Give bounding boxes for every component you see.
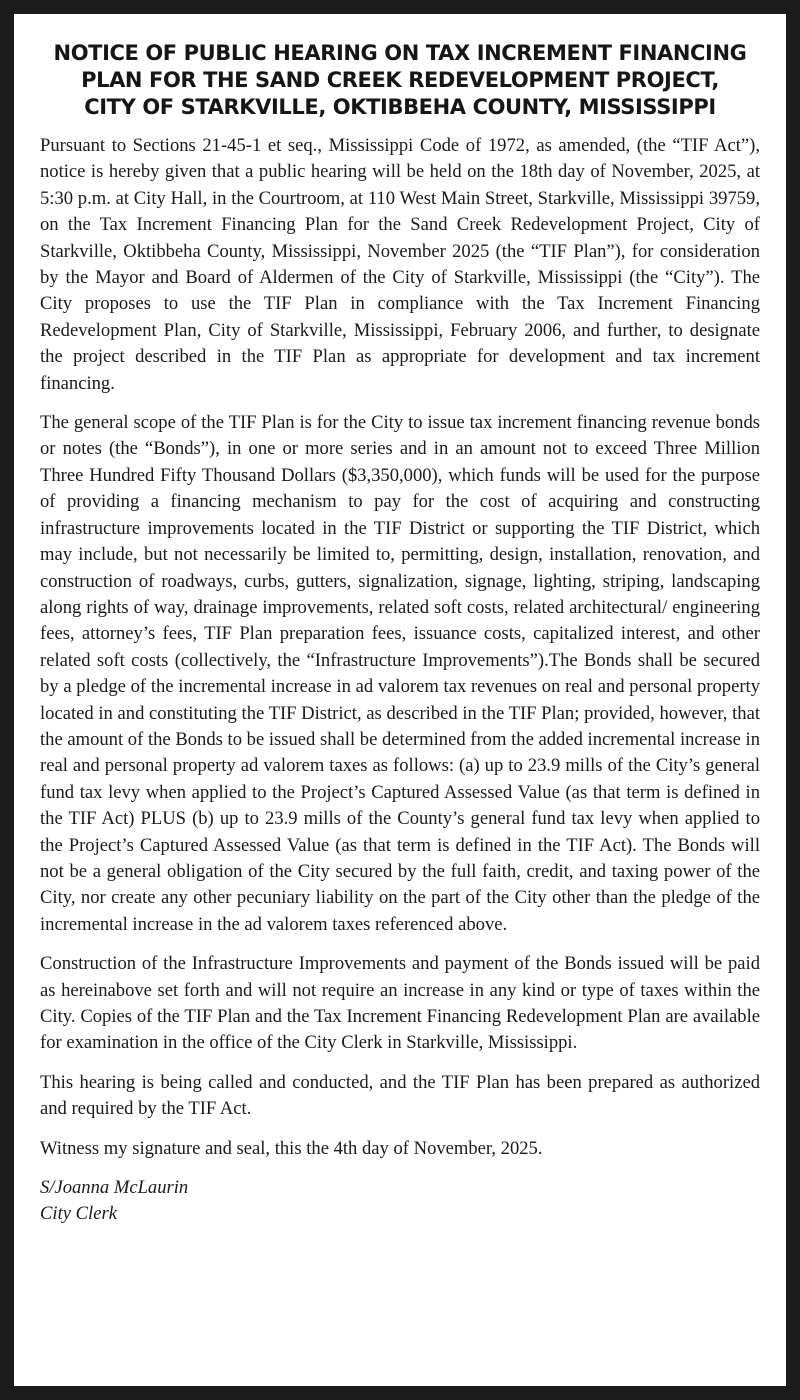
paragraph-witness: Witness my signature and seal, this the 4th day of November, 2025. <box>40 1137 543 1159</box>
title-line-2: PLAN FOR THE SAND CREEK REDEVELOPMENT PROJECT, <box>81 68 719 92</box>
paragraph-plan-scope: The general scope of the TIF Plan is for the City to issue tax increment financing revenue bonds or notes (the “Bonds”), in one or more series and in an amount not to exceed Three Million Three Hundred Fifty Thousand Dollars ($3,350,000), which funds will be used for the purpose of providing a financing mechanism to pay for the cost of acquiring and constructing infrastructure improvements located in the TIF District or supporting the TIF District, which may include, but not necessarily be limited to, permitting, design, installation, renovation, and construction of roadways, curbs, gutters, signalization, signage, lighting, striping, landscaping along rights of way, drainage improvements, related soft costs, related architectural/ engineering fees, attorney’s fees, TIF Plan preparation fees, issuance costs, capitalized interest, and other related soft costs (collectively, the “Infrastructure Improvements”).The Bonds shall be secured by a pledge of the incremental increase in ad valorem tax revenues on real and personal property located in and constituting the TIF District, as described in the TIF Plan; provided, however, that the amount of the Bonds to be issued shall be determined from the added incremental increase in real and personal property ad valorem taxes as follows: (a) up to 23.9 mills of the City’s general fund tax levy when applied to the Project’s Captured Assessed Value (as that term is defined in the TIF Act) PLUS (b) up to 23.9 mills of the County’s general fund tax levy when applied to the Project’s Captured Assessed Value (as that term is defined in the TIF Act). The Bonds will not be a general obligation of the City secured by the full faith, credit, and taxing power of the City, nor create any other pecuniary liability on the part of the City other than the pledge of the incremental increase in the ad valorem taxes referenced above. <box>40 412 760 935</box>
notice-title <box>40 40 760 121</box>
signature-title: City Clerk <box>40 1203 117 1225</box>
paragraph-construction-payment: Construction of the Infrastructure Improvements and payment of the Bonds issued will be paid as hereinabove set forth and will not require an increase in any kind or type of taxes within the City. Copies of the TIF Plan and the Tax Increment Financing Redevelopment Plan are available for examination in the office of the City Clerk in Starkville, Mississippi. <box>40 953 760 1054</box>
paragraph-authorization: This hearing is being called and conducted, and the TIF Plan has been prepared as authorized and required by the TIF Act. <box>40 1071 760 1120</box>
signature-name: S/Joanna McLaurin <box>40 1177 189 1199</box>
legal-notice <box>14 14 786 1386</box>
title-line-1: NOTICE OF PUBLIC HEARING ON TAX INCREMENT FINANCING <box>53 41 747 65</box>
paragraph-hearing-notice: Pursuant to Sections 21-45-1 et seq., Mississippi Code of 1972, as amended, (the “TIF Act”), notice is hereby given that a public hearing will be held on the 18th day of November, 2025, at 5:30 p.m. at City Hall, in the Courtroom, at 110 West Main Street, Starkville, Mississippi 39759, on the Tax Increment Financing Plan for the Sand Creek Redevelopment Project, City of Starkville, Oktibbeha County, Mississippi, November 2025 (the “TIF Plan”), for consideration by the Mayor and Board of Aldermen of the City of Starkville, Mississippi (the “City”). The City proposes to use the TIF Plan in compliance with the Tax Increment Financing Redevelopment Plan, City of Starkville, Mississippi, February 2006, and further, to designate the project described in the TIF Plan as appropriate for development and tax increment financing. <box>40 135 760 394</box>
title-line-3: CITY OF STARKVILLE, OKTIBBEHA COUNTY, MISSISSIPPI <box>84 95 716 119</box>
signature-block <box>40 1175 760 1228</box>
